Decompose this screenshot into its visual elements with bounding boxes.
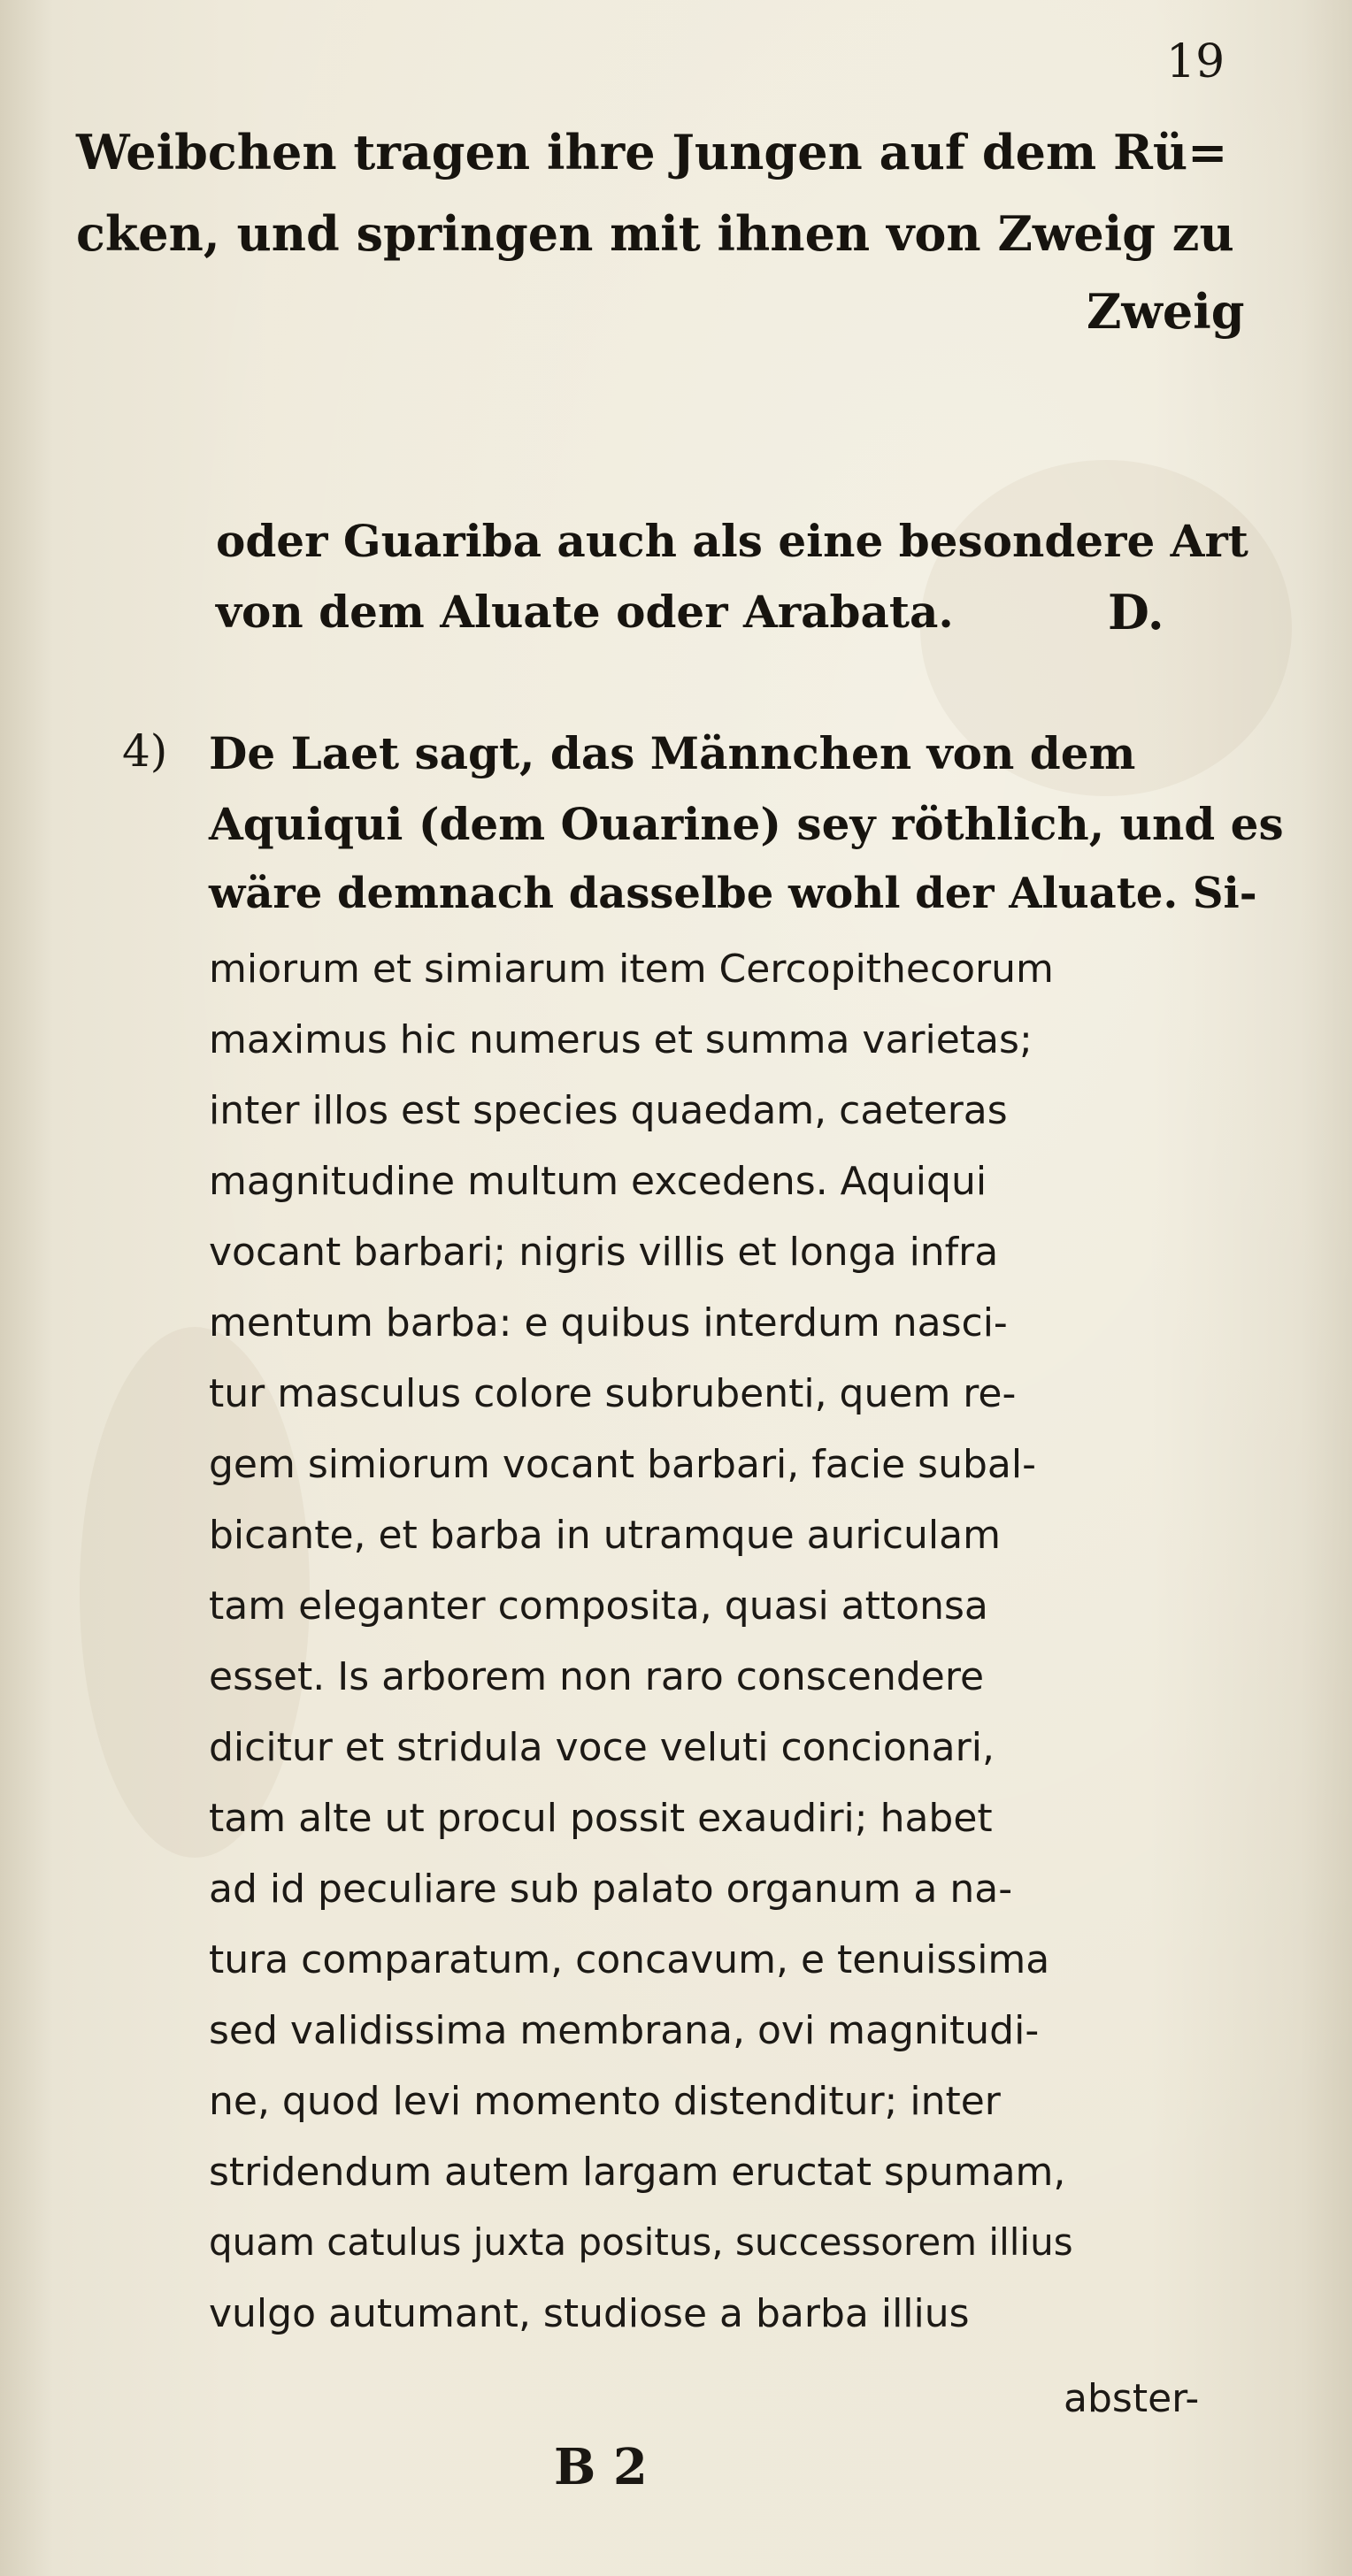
note-line: sed validissima membrana, ovi magnitudi-: [209, 2008, 1040, 2053]
note-line: De Laet sagt, das Männchen von dem: [209, 727, 1136, 779]
catchword: abster-: [1064, 2376, 1200, 2421]
note-line: stridendum autem largam eructat spumam,: [209, 2150, 1066, 2195]
note-line: dicitur et stridula voce veluti concionari,: [209, 1725, 995, 1770]
note-line: gem simiorum vocant barbari, facie subal-: [209, 1442, 1036, 1487]
top-line: cken, und springen mit ihnen von Zweig zu: [76, 205, 1234, 262]
top-line: Weibchen tragen ihre Jungen auf dem Rü=: [76, 124, 1228, 180]
middle-line: von dem Aluate oder Arabata.: [216, 586, 954, 638]
note-line: quam catulus juxta positus, successorem illius: [209, 2220, 1073, 2264]
note-line: miorum et simiarum item Cercopithecorum: [209, 947, 1054, 992]
page-number: 19: [1166, 35, 1225, 88]
note-line: esset. Is arborem non raro conscendere: [209, 1654, 985, 1699]
note-line: bicante, et barba in utramque auriculam: [209, 1513, 1001, 1558]
note-line: tam eleganter composita, quasi attonsa: [209, 1583, 988, 1629]
note-line: magnitudine multum excedens. Aquiqui: [209, 1159, 987, 1204]
note-line: inter illos est species quaedam, caeteras: [209, 1088, 1008, 1133]
abbreviation-mark: D.: [1108, 584, 1164, 640]
note-line: vulgo autumant, studiose a barba illius: [209, 2291, 970, 2336]
signature-mark: B 2: [554, 2438, 648, 2496]
note-number: 4): [122, 725, 168, 777]
note-line: tur masculus colore subrubenti, quem re-: [209, 1371, 1017, 1416]
top-line: Zweig: [1087, 283, 1245, 340]
note-line: maximus hic numerus et summa varietas;: [209, 1017, 1033, 1062]
note-line: tura comparatum, concavum, e tenuissima: [209, 1937, 1050, 1982]
note-line: wäre demnach dasselbe wohl der Aluate. Si-: [209, 869, 1257, 918]
note-line: ad id peculiare sub palato organum a na-: [209, 1867, 1013, 1912]
note-line: Aquiqui (dem Ouarine) sey röthlich, und es: [209, 798, 1284, 850]
note-line: vocant barbari; nigris villis et longa infra: [209, 1230, 999, 1275]
note-line: mentum barba: e quibus interdum nasci-: [209, 1300, 1008, 1346]
middle-line: oder Guariba auch als eine besondere Art: [216, 515, 1248, 567]
note-line: tam alte ut procul possit exaudiri; habet: [209, 1796, 993, 1841]
note-line: ne, quod levi momento distenditur; inter: [209, 2079, 1001, 2124]
